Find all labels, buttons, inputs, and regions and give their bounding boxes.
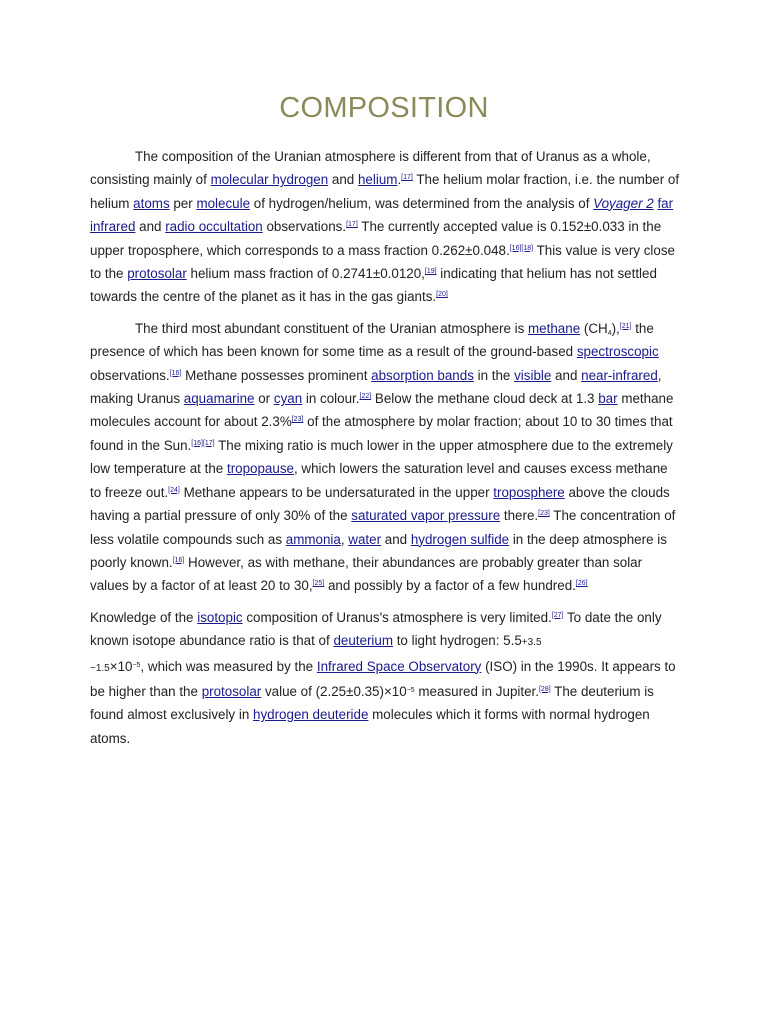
link-spectroscopic[interactable]: spectroscopic [576, 344, 659, 360]
link-water[interactable]: water [348, 531, 382, 547]
text: indicating that helium has not settled towards the centre of the planet as it has in the gas giants. [90, 266, 657, 305]
text: The concentration of less volatile compounds such as [90, 508, 676, 547]
text: measured in Jupiter. [414, 683, 539, 699]
paragraph-methane [90, 317, 680, 598]
text: This value is very close to the [90, 242, 675, 282]
link-ammonia[interactable]: ammonia [285, 531, 341, 547]
text: above the clouds having a partial pressure of only 30% of the [90, 484, 670, 524]
link-absorption-bands[interactable]: absorption bands [371, 367, 474, 383]
reference-link[interactable]: [26] [575, 580, 588, 588]
text: composition of Uranus's atmosphere is very limited. [242, 609, 552, 625]
reference-link[interactable]: [19] [424, 268, 437, 276]
text: The currently accepted value is 0.152±0.033 in the upper troposphere, which corresponds to a mass fraction 0.262±0.048. [90, 219, 662, 258]
uncertainty-minus: −1.5 [90, 662, 110, 674]
exponent: −5 [132, 661, 141, 669]
link-deuterium[interactable]: deuterium [333, 633, 393, 649]
article-body [90, 145, 680, 758]
paragraph-helium [90, 145, 680, 309]
reference-link[interactable]: [21] [619, 322, 632, 330]
text: and [328, 172, 358, 188]
link-molecule[interactable]: molecule [196, 195, 251, 211]
text: (ISO) in the 1990s. It appears to be higher than the [90, 658, 676, 699]
text: , which lowers the saturation level and causes excess methane to freeze out. [90, 461, 668, 500]
text: of hydrogen/helium, was determined from the analysis of [250, 195, 594, 211]
text: The mixing ratio is much lower in the upper atmosphere due to the extremely low temperature at the [90, 437, 673, 477]
reference-link[interactable]: [17] [401, 174, 413, 182]
reference-link[interactable]: [25] [312, 580, 325, 588]
link-radio-occultation[interactable]: radio occultation [165, 219, 263, 235]
text: methane molecules account for about 2.3% [90, 391, 674, 430]
link-troposphere[interactable]: troposphere [493, 484, 565, 500]
text: The deuterium is found almost exclusively in [90, 683, 654, 723]
text: ×10 [109, 658, 133, 674]
link-aquamarine[interactable]: aquamarine [183, 391, 255, 407]
text: and [551, 367, 582, 383]
reference-link[interactable]: [23] [538, 510, 550, 518]
text: Knowledge of the [90, 609, 198, 625]
paragraph-isotopic [90, 606, 680, 750]
reference-link[interactable]: [16][18] [509, 244, 534, 252]
link-voyager-2-label: Voyager 2 [593, 195, 654, 211]
exponent: −5 [406, 686, 415, 694]
text: (CH [580, 320, 608, 336]
text: observations. [90, 367, 170, 383]
page-title: COMPOSITION [279, 92, 489, 124]
link-helium[interactable]: helium [357, 172, 398, 188]
text: The composition of the Uranian atmosphere is different from that of Uranus as a whole, consisting mainly of [90, 149, 651, 188]
text: to light hydrogen: 5.5 [392, 633, 522, 649]
text: However, as with methane, their abundances are probably greater than solar values by a factor of at least 20 to 30, [90, 554, 643, 594]
text: in colour. [302, 391, 360, 407]
link-protosolar[interactable]: protosolar [127, 266, 187, 282]
text: in the [473, 367, 515, 383]
link-saturated-vapor-pressure[interactable]: saturated vapor pressure [351, 508, 501, 524]
text: the presence of which has been known for some time as a result of the ground-based [90, 320, 654, 360]
text: ), [611, 320, 620, 336]
link-molecular-hydrogen[interactable]: molecular hydrogen [210, 172, 329, 188]
text: . [397, 172, 402, 188]
link-voyager-2[interactable] [593, 196, 654, 211]
reference-link[interactable]: [27] [551, 611, 564, 619]
text: , [340, 531, 349, 547]
text: Methane appears to be undersaturated in the upper [179, 484, 494, 500]
link-infrared-space-observatory[interactable]: Infrared Space Observatory [316, 658, 482, 674]
link-visible[interactable]: visible [514, 367, 552, 383]
text: helium mass fraction of 0.2741±0.0120, [186, 266, 425, 282]
link-hydrogen-sulfide[interactable]: hydrogen sulfide [410, 531, 510, 547]
text: molecules which it forms with normal hydrogen atoms. [90, 707, 650, 746]
reference-link[interactable]: [16] [169, 369, 182, 377]
text: in the deep atmosphere is poorly known. [90, 531, 667, 570]
text: The third most abundant constituent of the Uranian atmosphere is [135, 320, 529, 336]
text: of the atmosphere by molar fraction; about 10 to 30 times that found in the Sun. [90, 414, 673, 453]
text: and [381, 531, 411, 547]
text: The helium molar fraction, i.e. the number of helium [90, 172, 680, 211]
link-bar[interactable]: bar [598, 391, 618, 407]
uncertainty-plus: +3.5 [521, 637, 542, 649]
link-cyan[interactable]: cyan [273, 391, 303, 407]
link-methane[interactable]: methane [528, 320, 581, 336]
text: per [169, 195, 197, 211]
link-hydrogen-deuteride[interactable]: hydrogen deuteride [253, 707, 369, 723]
text: observations. [262, 219, 347, 235]
link-atoms[interactable]: atoms [133, 195, 170, 211]
reference-link[interactable]: [23] [291, 416, 304, 424]
text: To date the only known isotope abundance ratio is that of [90, 609, 662, 649]
reference-link[interactable]: [28] [538, 685, 551, 693]
text: value of (2.25±0.35)×10 [261, 683, 407, 699]
link-near-infrared[interactable]: near-infrared [581, 367, 658, 383]
reference-link[interactable]: [20] [436, 291, 448, 299]
text: and [135, 219, 166, 235]
text: , making Uranus [90, 367, 662, 407]
link-protosolar-2[interactable]: protosolar [201, 683, 262, 699]
text: , which was measured by the [140, 658, 317, 674]
link-isotopic[interactable]: isotopic [197, 609, 243, 625]
text: Below the methane cloud deck at 1.3 [371, 391, 599, 407]
reference-link[interactable]: [17] [346, 221, 358, 229]
link-tropopause[interactable]: tropopause [226, 461, 294, 477]
reference-link[interactable]: [22] [359, 393, 372, 401]
text: there. [500, 508, 539, 524]
reference-link[interactable]: [24] [168, 486, 180, 494]
reference-link[interactable]: [16][17] [191, 439, 215, 447]
text: and possibly by a factor of a few hundred. [324, 578, 576, 594]
reference-link[interactable]: [16] [172, 556, 185, 564]
subscript: 4 [607, 329, 612, 337]
text: Methane possesses prominent [181, 367, 372, 383]
text: or [254, 391, 274, 407]
link-far-infrared[interactable]: far infrared [90, 195, 674, 235]
